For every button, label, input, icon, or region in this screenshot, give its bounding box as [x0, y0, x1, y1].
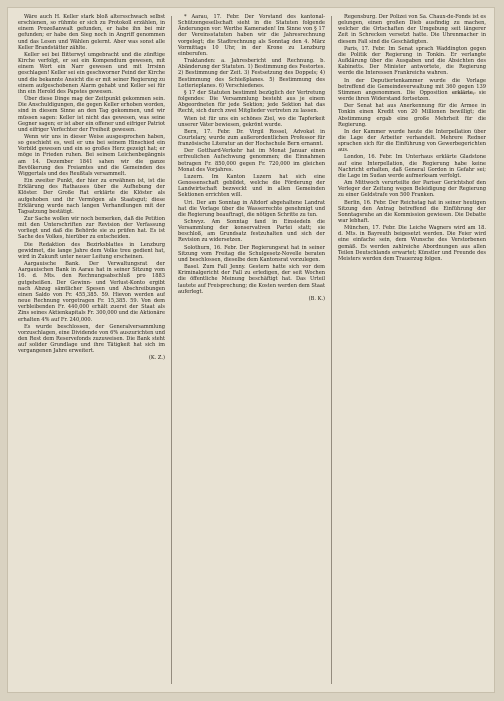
- paragraph: * Aarau, 17. Febr. Der Vorstand des kantonal-Schützengesellschaft sieht in die Statuten folgende Änderungen vor: Werthe Kameraden! Im Sinne von § 17 der Vereinsstatuten haben wir die Jahresrechnung vorgelegt; die Stadtrechnung als Sonntag den 4. März Vormittags 10 Uhr, in der Krone zu Lenzburg einberufen.: [178, 14, 325, 57]
- paragraph: Keller sei bei Bitterwyl umgebracht und die zünftige Kirche verfolgt, er sei ein Kompendium gewesen, mit einem Wort ein Narr gewesen und mit Irrsinn geschlagen! Keller sei ein geschworner Feind der Kirche und die bekannte Ansicht die er mit seiner Regierung zu einem aufgeschobenen Alarm gehabt und Keller sei für ihn ein Herold des Papstes gewesen.: [18, 51, 165, 95]
- newspaper-page: [8, 8, 494, 692]
- paragraph: Luzern. Im Kanton Luzern hat sich eine Genossenschaft gebildet, welche die Förderung der Landwirtschaft bezweckt und in allen Gemeinden Sektionen errichten will.: [178, 173, 325, 199]
- column-rule: [331, 16, 332, 684]
- paragraph: In der Kammer wurde heute die Interpellation über die Lage der Arbeiter verhandelt. Mehrere Redner sprachen sich für die Einführung von Gewerbegerichten aus.: [338, 128, 486, 154]
- paragraph: Uri. Der am Sonntag in Altdorf abgehaltene Landrat hat die Vorlage über die Wasserrechte genehmigt und die Regierung beauftragt, die nötigen Schritte zu tun.: [178, 199, 325, 218]
- paragraph: Wäre auch H. Keller stark bloß altersschwach selbst erschienen, so rühmte er sich zu Protokoll erzählen, in einem Prozeßanwalt gefunden, er habe ihn bei mir gefunden; er habe den Sieg noch in Angriff genommen und das Lesen und Wählen gelernt. Aber was sonst alle Keller Brandstätter zählte.: [18, 14, 165, 51]
- paragraph: Solothurn, 16. Febr. Der Regierungsrat hat in seiner Sitzung vom Freitag die Schulgesetz-Novelle beraten und beschlossen, dieselbe dem Kantonsrat vorzulegen.: [178, 244, 325, 263]
- paragraph: Der Senat hat aus Anerkennung für die Armee in Tonkin einen Kredit von 20 Millionen bewilligt; die Abstimmung ergab eine große Mehrheit für die Regierung.: [338, 103, 486, 128]
- paragraph: Der Gotthard-Verkehr hat im Monat Januar einen erfreulichen Aufschwung genommen; die Einnahmen betragen Fr. 850,000 gegen Fr. 720,000 im gleichen Monat des Vorjahres.: [178, 148, 325, 173]
- paragraph: Aargauische Bank. Der Verwaltungsrat der Aargauischen Bank in Aarau hat in seiner Sitzung vom 16. d. Mts. den Rechnungsabschluß pro 1883 gutgeheißen. Der Gewinn- und Verlust-Konto ergibt nach Abzug sämtlicher Spesen und Abschreibungen einen Saldo von Fr. 455,385. 59. Hievon werden auf neue Rechnung vorgetragen Fr. 15,385. 59. Von dem verbleibenden Fr. 440,000 erhält zuerst der Staat als Zins seines Aktienkapitals Fr. 300,000 und die Aktionäre erhalten 4% auf Fr. 240,000.: [18, 261, 165, 323]
- paragraph: Die Redaktion des Bezirksblattes in Lenzburg gewidmet, die lange Jahre dem Volke treu gedient hat, wird in Zukunft unter neuer Leitung erscheinen.: [18, 241, 165, 260]
- paragraph: § 17 der Statuten bestimmt bezüglich der Vertretung folgendes: Die Versammlung besteht aus je einem Abgeordneten für jede Sektion; jede Sektion hat das Recht, sich durch zwei Mitglieder vertreten zu lassen.: [178, 89, 325, 115]
- paragraph: Ein zweiter Punkt, der hier zu erwähnen ist, ist die Erklärung des Rathauses über die Aufhebung der Klöster. Der Große Rat erklärte die Klöster als aufgehoben und ihr Vermögen als Staatsgut; diese Erklärung wurde nach langen Verhandlungen mit der Tagsatzung bestätigt.: [18, 178, 165, 215]
- paragraph: Basel. Zum Fall Jenny. Gestern hatte sich vor dem Kriminalgericht der Fall zu erledigen, der seit Wochen die öffentliche Meinung beschäftigt hat. Das Urteil lautete auf Freisprechung; die Kosten werden dem Staat auferlegt.: [178, 264, 325, 295]
- paragraph: Wenn wir uns in dieser Weise ausgesprochen haben, so geschieht es, weil er uns bei seinem Hinschied ein Vorbild gewesen und ein so großes Herz gezeigt hat; er möge in Frieden ruhen. Bei seinem Leichenbegängnis am 14. Dezember 1841 sahen wir die ganze Bevölkerung des Freiamtes und die Gemeinden des Wiggertals und des Reußtals versammelt.: [18, 133, 165, 177]
- column-rule: [171, 16, 172, 684]
- paragraph: München, 17. Febr. Die Leiche Wagners wird am 18. d. Mts. in Bayreuth beigesetzt werden. Die Feier wird eine einfache sein, dem Wunsche des Verstorbenen gemäß. Es werden zahlreiche Abordnungen aus allen Teilen Deutschlands erwartet; Künstler und Freunde des Meisters werden dem Trauerzug folgen.: [338, 225, 486, 262]
- paragraph: Paris, 17. Febr. Im Senat sprach Waddington gegen die Politik der Regierung in Tonkin. Er verlangte Aufklärung über die Ausgaben und die Absichten des Kabinetts. Der Minister antwortete, die Regierung werde die Interessen Frankreichs wahren.: [338, 45, 486, 77]
- paragraph: In der Deputiertenkammer wurde die Vorlage betreffend die Gemeindeverwaltung mit 360 gegen 139 Stimmen angenommen. Die Opposition erklärte, sie werde ihren Widerstand fortsetzen.: [338, 77, 486, 103]
- column-1: [18, 14, 165, 686]
- paragraph: Zur Sache wollen wir noch bemerken, daß die Petition mit den Unterschriften zur Revision der Verfassung vorliegt und daß die Behörde sie zu prüfen hat. Es ist Sache des Volkes, hierüber zu entscheiden.: [18, 216, 165, 241]
- paragraph: Berlin, 16. Febr. Der Reichstag hat in seiner heutigen Sitzung den Antrag betreffend die Einführung der Sonntagsruhe an die Kommission gewiesen. Die Debatte war lebhaft.: [338, 199, 486, 224]
- paragraph: Bern, 17. Febr. Dr. Virgil Rossel, Advokat in Courtelary, wurde zum außerordentlichen Professor für französische Literatur an der Hochschule Bern ernannt.: [178, 128, 325, 148]
- signature: (K. Z.): [148, 355, 165, 362]
- paragraph: Am Mittwoch verurteilte der Pariser Gerichtshof den Verleger der Zeitung wegen Beleidigung der Regierung zu einer Geldstrafe von 500 Franken.: [338, 180, 486, 199]
- paragraph: London, 16. Febr. Im Unterhaus erklärte Gladstone auf eine Interpellation, die Regierung habe keine Nachricht erhalten, daß General Gordon in Gefahr sei; die Lage im Sudan werde aufmerksam verfolgt.: [338, 154, 486, 179]
- paragraph: Regensburg. Der Polizei von Sa. Chaux-de-Fonds ist es gelungen, einen großen Dieb ausfindig zu machen, welcher die Ortschaften der Umgebung seit längerer Zeit in Schrecken versetzt hatte. Die Uhrenmacher in diesem Fall sind die Geschädigten.: [338, 14, 486, 45]
- paragraph: Es wurde beschlossen, der Generalversammlung vorzuschlagen, eine Dividende von 6% auszurichten und den Rest dem Reservefonds zuzuweisen. Die Bank steht auf solider Grundlage und ihre Tätigkeit hat sich im vergangenen Jahre erweitert.: [18, 323, 165, 355]
- paragraph: Schwyz. Am Sonntag fand in Einsiedeln die Versammlung der konservativen Partei statt; sie beschloß, am Grundsatz festzuhalten und sich der Revision zu widersetzen.: [178, 219, 325, 244]
- paragraph: Wien ist für uns ein schönes Ziel, wo die Tapferkeit unserer Väter bewiesen, gekrönt wurde.: [178, 115, 325, 128]
- signature: (B. K.): [308, 295, 325, 302]
- column-2: [178, 14, 325, 686]
- paragraph: Traktanden: a. Jahresbericht und Rechnung. b. Abänderung der Statuten. 1) Bestimmung des Festortes. 2) Bestimmung der Zeit. 3) Festsetzung des Doppels; 4) Bestimmung des Schießplanes. 5) Bestimmung des Lotterieplanes. 6) Verschiedenes.: [178, 58, 325, 89]
- column-3: [338, 14, 486, 686]
- paragraph: Über diese Dinge mag der Zeitpunkt gekommen sein. Die Anschuldigungen, die gegen Keller erhoben worden, sind in diesem Sinne an den Tag gekommen, und wir müssen sagen: Keller ist nicht das gewesen, was seine Gegner sagen; er ist aber ein offener und eifriger Patriot und eifriger Verfechter der Freiheit gewesen.: [18, 96, 165, 133]
